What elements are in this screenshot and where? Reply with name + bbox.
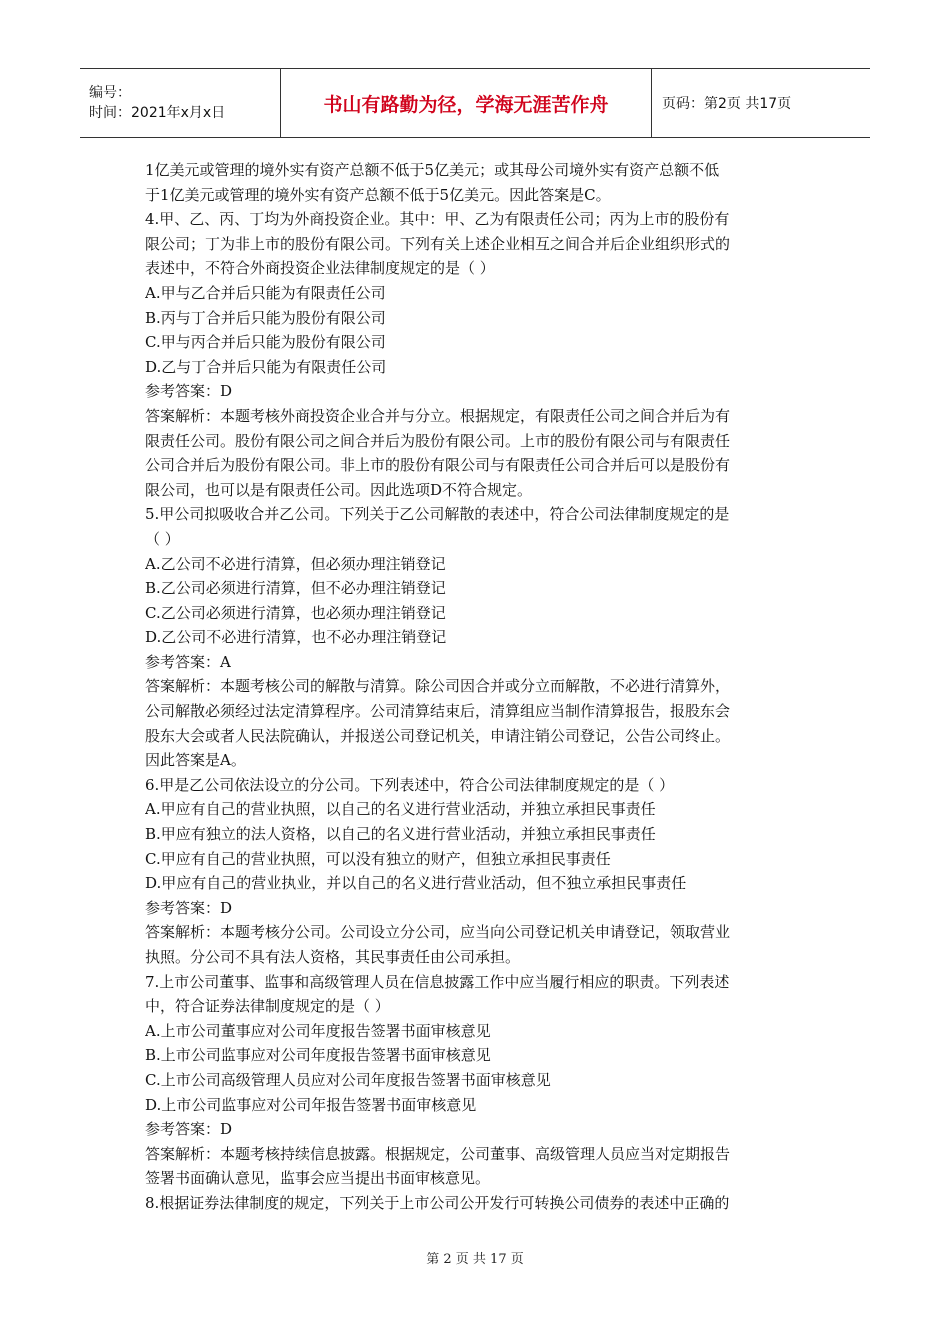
text-line: 6.甲是乙公司依法设立的分公司。下列表述中，符合公司法律制度规定的是（ ） [145, 775, 675, 794]
text-line: D.上市公司监事应对公司年报告签署书面审核意见 [145, 1095, 477, 1114]
text-line: D.乙公司不必进行清算，也不必办理注销登记 [145, 628, 447, 647]
header-motto [281, 69, 652, 137]
text-line: 于1亿美元或管理的境外实有资产总额不低于5亿美元。因此答案是C。 [145, 185, 611, 204]
text-line: A.上市公司董事应对公司年度报告签署书面审核意见 [145, 1021, 491, 1040]
text-line: 限公司，也可以是有限责任公司。因此选项D不符合规定。 [145, 480, 533, 499]
motto-text: 书山有路勤为径，学海无涯苦作舟 [323, 93, 609, 116]
text-line: 5.甲公司拟吸收合并乙公司。下列关于乙公司解散的表述中，符合公司法律制度规定的是 [145, 505, 730, 524]
document-body [145, 158, 810, 1216]
header-meta [80, 69, 281, 137]
text-line: B.乙公司必须进行清算，但不必办理注销登记 [145, 579, 446, 598]
text-line: 参考答案：A [145, 652, 231, 671]
text-line: 公司合并后为股份有限公司。非上市的股份有限公司与有限责任公司合并后可以是股份有 [145, 456, 731, 475]
text-line: B.丙与丁合并后只能为股份有限公司 [145, 308, 386, 327]
text-line: B.上市公司监事应对公司年度报告签署书面审核意见 [145, 1046, 491, 1065]
text-line: 执照。分公司不具有法人资格，其民事责任由公司承担。 [145, 948, 521, 966]
text-line: 1亿美元或管理的境外实有资产总额不低于5亿美元；或其母公司境外实有资产总额不低 [145, 161, 720, 179]
text-line: 中，符合证券法律制度规定的是（ ） [145, 997, 390, 1016]
text-line: 参考答案：D [145, 382, 233, 401]
text-line: D.甲应有自己的营业执业，并以自己的名义进行营业活动，但不独立承担民事责任 [145, 874, 687, 893]
text-line: 参考答案：D [145, 898, 233, 917]
text-line: 签署书面确认意见，监事会应当提出书面审核意见。 [145, 1169, 491, 1188]
text-line: C.乙公司必须进行清算，也必须办理注销登记 [145, 603, 446, 622]
text-line: 限公司；丁为非上市的股份有限公司。下列有关上述企业相互之间合并后企业组织形式的 [145, 234, 731, 253]
text-line: A.乙公司不必进行清算，但必须办理注销登记 [145, 554, 446, 573]
text-line: B.甲应有独立的法人资格，以自己的名义进行营业活动，并独立承担民事责任 [145, 825, 656, 844]
text-line: C.上市公司高级管理人员应对公司年度报告签署书面审核意见 [145, 1070, 551, 1089]
page-footer [0, 1248, 950, 1267]
text-line: 限责任公司。股份有限公司之间合并后为股份有限公司。上市的股份有限公司与有限责任 [145, 431, 731, 450]
text-line: 答案解析：本题考核公司的解散与清算。除公司因合并或分立而解散，不必进行清算外， [145, 677, 731, 696]
text-line: 股东大会或者人民法院确认，并报送公司登记机关，申请注销公司登记，公告公司终止。 [145, 726, 731, 745]
text-line: 答案解析：本题考核外商投资企业合并与分立。根据规定，有限责任公司之间合并后为有 [145, 406, 731, 425]
header-page-info [652, 69, 870, 137]
text-line: 8.根据证券法律制度的规定，下列关于上市公司公开发行可转换公司债券的表述中正确的 [145, 1193, 730, 1212]
text-line: 公司解散必须经过法定清算程序。公司清算结束后，清算组应当制作清算报告，报股东会 [145, 702, 731, 721]
text-line: 表述中，不符合外商投资企业法律制度规定的是（ ） [145, 259, 495, 278]
text-line: A.甲与乙合并后只能为有限责任公司 [145, 283, 386, 302]
number-label: 编号： [89, 85, 131, 101]
text-line: C.甲与丙合并后只能为股份有限公司 [145, 333, 386, 352]
text-line: 7.上市公司董事、监事和高级管理人员在信息披露工作中应当履行相应的职责。下列表述 [145, 972, 730, 991]
text-line: 因此答案是A。 [145, 751, 246, 770]
footer-page-number: 第 2 页 共 17 页 [426, 1252, 524, 1267]
text-line: A.甲应有自己的营业执照，以自己的名义进行营业活动，并独立承担民事责任 [145, 800, 656, 819]
text-line: 答案解析：本题考核持续信息披露。根据规定，公司董事、高级管理人员应当对定期报告 [145, 1144, 731, 1163]
text-line: D.乙与丁合并后只能为有限责任公司 [145, 357, 387, 376]
date-label: 时间：2021年x月x日 [89, 105, 226, 121]
page-info-text: 页码：第2页 共17页 [662, 96, 792, 112]
page-header [80, 68, 870, 138]
text-line: 答案解析：本题考核分公司。公司设立分公司，应当向公司登记机关申请登记，领取营业 [145, 923, 731, 942]
text-line: C.甲应有自己的营业执照，可以没有独立的财产，但独立承担民事责任 [145, 849, 611, 868]
text-line: 4.甲、乙、丙、丁均为外商投资企业。其中：甲、乙为有限责任公司；丙为上市的股份有 [145, 210, 730, 229]
text-line: 参考答案：D [145, 1120, 233, 1139]
text-line: （ ） [145, 529, 180, 548]
